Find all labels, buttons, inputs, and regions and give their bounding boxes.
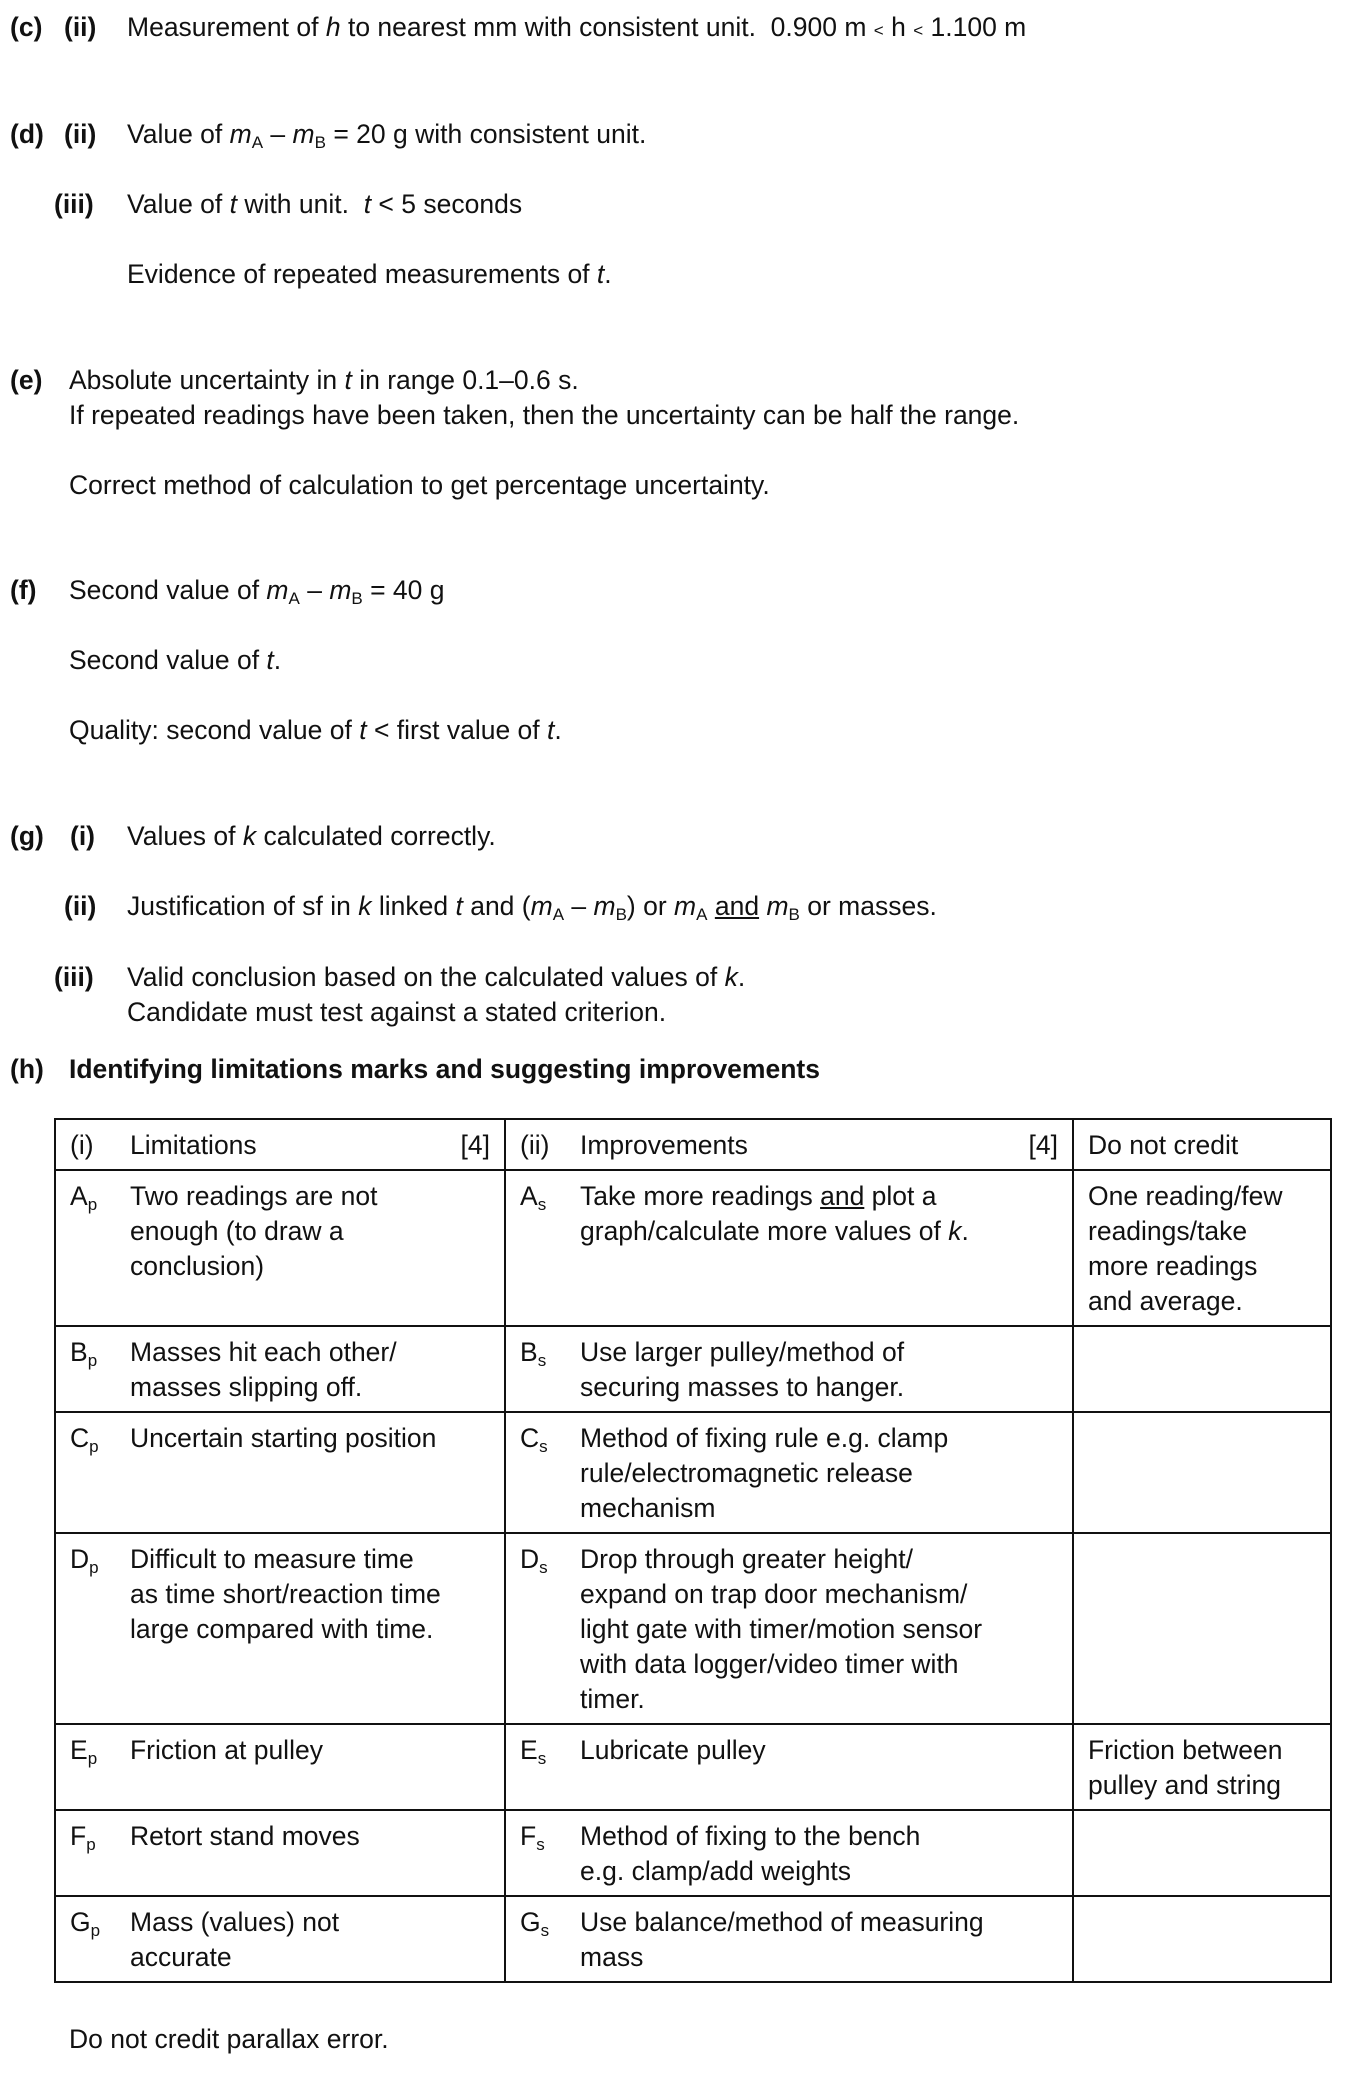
do-not-credit-text: Friction between pulley and string — [1073, 1724, 1331, 1810]
limitation-text: Retort stand moves — [130, 1821, 360, 1851]
part-g-iii-line2: Candidate must test against a stated criterion. — [127, 997, 667, 1027]
part-e-line3: Correct method of calculation to get percentage uncertainty. — [69, 470, 770, 500]
part-d-repeated-text: Evidence of repeated measurements of t. — [127, 259, 612, 289]
improvement-code: $F_s$ — [520, 1821, 545, 1854]
table-row — [55, 1896, 1331, 1982]
improvements-header — [505, 1119, 1073, 1170]
improvement-text: Lubricate pulley — [580, 1735, 766, 1765]
improvement-text: Method of fixing rule e.g. clamp rule/electromagnetic release mechanism — [580, 1423, 949, 1523]
do-not-credit-header: Do not credit — [1073, 1119, 1331, 1170]
col1-number: (i) — [70, 1130, 94, 1160]
limitation-code: $F_p$ — [70, 1821, 96, 1854]
improvement-code: $D_s$ — [520, 1544, 548, 1577]
part-d-ii-text: Value of $m_A - m_B = 20$ g with consistent unit. — [127, 119, 647, 152]
do-not-credit-text — [1073, 1412, 1331, 1533]
footer-note: Do not credit parallax error. — [69, 2024, 389, 2054]
col2-number: (ii) — [520, 1130, 550, 1160]
limitation-text: Masses hit each other/ masses slipping off. — [130, 1337, 397, 1402]
part-c-text: Measurement of h to nearest mm with consistent unit. 0.900 m < h < 1.100 m — [127, 12, 1027, 42]
do-not-credit-text — [1073, 1326, 1331, 1412]
part-e-line2: If repeated readings have been taken, then the uncertainty can be half the range. — [69, 400, 1020, 430]
part-c-sub-label: (ii) — [64, 12, 97, 42]
table-row — [55, 1412, 1331, 1533]
part-g-ii-label: (ii) — [64, 891, 97, 921]
table-row — [55, 1810, 1331, 1896]
improvement-code: $G_s$ — [520, 1907, 550, 1940]
col2-title: Improvements — [580, 1130, 748, 1160]
table-row — [55, 1170, 1331, 1326]
limitation-code: $D_p$ — [70, 1544, 99, 1577]
improvement-text: Use larger pulley/method of securing masses to hanger. — [580, 1337, 905, 1402]
do-not-credit-text — [1073, 1533, 1331, 1724]
table-row — [55, 1326, 1331, 1412]
part-c-label: (c) — [10, 12, 43, 42]
part-e-label: (e) — [10, 365, 43, 395]
part-g-i-label: (i) — [70, 821, 96, 851]
improvement-text: Method of fixing to the bench e.g. clamp/add weights — [580, 1821, 921, 1886]
part-d-ii-label: (ii) — [64, 119, 97, 149]
part-d-iii-text: Value of t with unit. t < 5 seconds — [127, 189, 523, 219]
improvement-code: $A_s$ — [520, 1181, 547, 1214]
part-g-label: (g) — [10, 821, 44, 851]
limitation-text: Uncertain starting position — [130, 1423, 437, 1453]
part-h-heading: Identifying limitations marks and suggesting improvements — [69, 1054, 820, 1084]
limitation-code: $E_p$ — [70, 1735, 98, 1768]
improvement-code: $C_s$ — [520, 1423, 548, 1456]
improvement-text: Take more readings and plot a graph/calculate more values of k. — [580, 1181, 969, 1246]
improvement-code: $E_s$ — [520, 1735, 547, 1768]
improvement-text: Drop through greater height/ expand on trap door mechanism/ light gate with timer/motion sensor with data logger/video timer with timer. — [580, 1544, 983, 1714]
part-d-label: (d) — [10, 119, 44, 149]
do-not-credit-text: One reading/few readings/take more readings and average. — [1073, 1170, 1331, 1326]
col1-marks: [4] — [460, 1130, 490, 1160]
limitation-code: $A_p$ — [70, 1181, 98, 1214]
limitation-code: $B_p$ — [70, 1337, 98, 1370]
part-g-ii-text: Justification of sf in k linked t and $(m_A - m_B)$ or $m_A$ and $m_B$ or masses. — [127, 891, 937, 924]
limitations-table — [54, 1118, 1332, 1983]
limitation-code: $G_p$ — [70, 1907, 101, 1940]
table-header-row — [55, 1119, 1331, 1170]
do-not-credit-text — [1073, 1896, 1331, 1982]
limitation-text: Two readings are not enough (to draw a conclusion) — [130, 1181, 378, 1281]
limitation-code: $C_p$ — [70, 1423, 99, 1456]
table-row — [55, 1724, 1331, 1810]
part-h-label: (h) — [10, 1054, 44, 1084]
improvement-code: $B_s$ — [520, 1337, 547, 1370]
limitation-text: Difficult to measure time as time short/reaction time large compared with time. — [130, 1544, 441, 1644]
part-f-line1: Second value of $m_A - m_B = 40$ g — [69, 575, 445, 608]
part-g-i-text: Values of k calculated correctly. — [127, 821, 496, 851]
part-e-line1: Absolute uncertainty in t in range 0.1–0.6 s. — [69, 365, 579, 395]
part-f-line3: Quality: second value of t < first value of t. — [69, 715, 562, 745]
limitation-text: Mass (values) not accurate — [130, 1907, 340, 1972]
col2-marks: [4] — [1028, 1130, 1058, 1160]
col1-title: Limitations — [130, 1130, 257, 1160]
part-g-iii-label: (iii) — [54, 962, 94, 992]
improvement-text: Use balance/method of measuring mass — [580, 1907, 984, 1972]
part-f-label: (f) — [10, 575, 37, 605]
do-not-credit-text — [1073, 1810, 1331, 1896]
part-f-line2: Second value of t. — [69, 645, 282, 675]
part-g-iii-text: Valid conclusion based on the calculated values of k. — [127, 962, 746, 992]
part-d-iii-label: (iii) — [54, 189, 94, 219]
limitations-header — [55, 1119, 505, 1170]
limitation-text: Friction at pulley — [130, 1735, 323, 1765]
table-row — [55, 1533, 1331, 1724]
